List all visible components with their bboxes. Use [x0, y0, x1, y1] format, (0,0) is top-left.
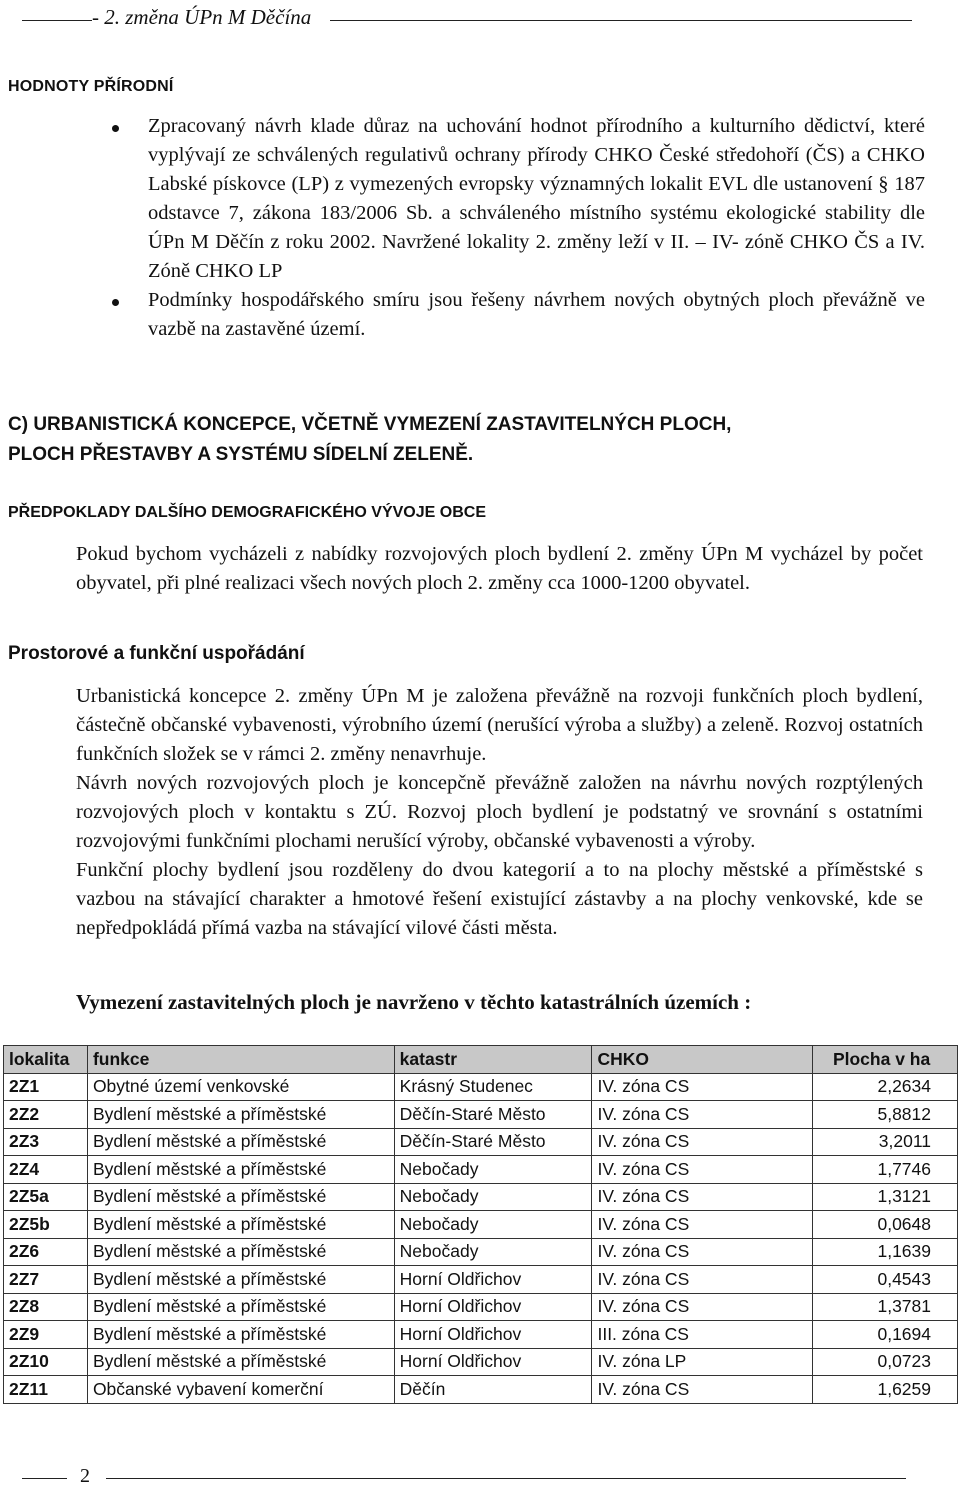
- header-rule-left: [22, 20, 92, 21]
- table-cell: 0,1694: [812, 1321, 957, 1349]
- table-cell: III. zóna CS: [592, 1321, 812, 1349]
- table-cell: Bydlení městské a příměstské: [87, 1293, 394, 1321]
- areas-heading: Vymezení zastavitelných ploch je navrženo v těchto katastrálních územích :: [76, 990, 752, 1014]
- list-item: Podmínky hospodářského smíru jsou řešeny návrhem nových obytných ploch převážně ve vazbě na zastavěné území.: [110, 286, 925, 344]
- table-cell: Obytné území venkovské: [87, 1073, 394, 1101]
- table-cell: 2Z5a: [4, 1183, 88, 1211]
- table-cell: 2Z7: [4, 1266, 88, 1294]
- table-cell: 1,6259: [812, 1376, 957, 1404]
- table-cell: 0,4543: [812, 1266, 957, 1294]
- table-row: [4, 1266, 958, 1294]
- column-header: funkce: [87, 1046, 394, 1074]
- demography-paragraph: [76, 540, 923, 598]
- header-title: - 2. změna ÚPn M Děčína: [92, 5, 312, 29]
- table-cell: IV. zóna CS: [592, 1238, 812, 1266]
- table-cell: Nebočady: [394, 1211, 592, 1239]
- table-cell: Nebočady: [394, 1238, 592, 1266]
- section-c-heading: [8, 410, 731, 470]
- table-cell: Bydlení městské a příměstské: [87, 1156, 394, 1184]
- table-cell: Nebočady: [394, 1156, 592, 1184]
- spatial-paragraph: Urbanistická koncepce 2. změny ÚPn M je založena převážně na rozvoji funkčních ploch bydlení, částečně občanské vybavenosti, výrobního území (nerušící výroba a služby) a zeleně. Rozvoj ostatních funkčních složek se v rámci 2. změny nenavrhuje.: [76, 685, 923, 765]
- table-cell: Krásný Studenec: [394, 1073, 592, 1101]
- table-row: [4, 1376, 958, 1404]
- column-header: Plocha v ha: [812, 1046, 957, 1074]
- table-row: [4, 1211, 958, 1239]
- table-cell: 2Z1: [4, 1073, 88, 1101]
- table-header-row: [4, 1046, 958, 1074]
- table-cell: 2Z4: [4, 1156, 88, 1184]
- table-cell: IV. zóna CS: [592, 1183, 812, 1211]
- table-cell: Bydlení městské a příměstské: [87, 1211, 394, 1239]
- footer-rule-left: [22, 1478, 67, 1479]
- column-header: katastr: [394, 1046, 592, 1074]
- table-cell: Děčín-Staré Město: [394, 1128, 592, 1156]
- table-cell: Horní Oldřichov: [394, 1293, 592, 1321]
- table-cell: Bydlení městské a příměstské: [87, 1266, 394, 1294]
- spatial-heading: Prostorové a funkční uspořádání: [8, 643, 305, 664]
- table-cell: Nebočady: [394, 1183, 592, 1211]
- table-cell: IV. zóna CS: [592, 1128, 812, 1156]
- table-cell: 2Z2: [4, 1101, 88, 1129]
- table-cell: 2Z9: [4, 1321, 88, 1349]
- table-row: [4, 1128, 958, 1156]
- table-cell: 1,1639: [812, 1238, 957, 1266]
- table-cell: 2Z3: [4, 1128, 88, 1156]
- natural-values-list: [110, 112, 925, 344]
- table-cell: 2Z10: [4, 1348, 88, 1376]
- table-cell: Bydlení městské a příměstské: [87, 1238, 394, 1266]
- table-cell: 2Z11: [4, 1376, 88, 1404]
- list-item: Zpracovaný návrh klade důraz na uchování hodnot přírodního a kulturního dědictví, které vyplývají ze schválených regulativů ochrany přírody CHKO České středohoří (ČS) a CHKO Labské pískovce (LP) z vymezených evropsky významných lokalit EVL dle ustanovení § 187 odstavce 7, zákona 183/2006 Sb. a schváleného místního systému ekologické stability dle ÚPn M Děčín z roku 2002. Navržené lokality 2. změny leží v II. – IV- zóně CHKO ČS a IV. Zóně CHKO LP: [110, 112, 925, 286]
- table-cell: Bydlení městské a příměstské: [87, 1348, 394, 1376]
- page-footer: [0, 1462, 960, 1492]
- page-number: 2: [80, 1465, 90, 1487]
- page-header: [0, 2, 960, 32]
- header-rule-right: [330, 20, 912, 21]
- section-c-heading-line2: PLOCH PŘESTAVBY A SYSTÉMU SÍDELNÍ ZELENĚ.: [8, 444, 474, 465]
- table-cell: IV. zóna CS: [592, 1073, 812, 1101]
- table-row: [4, 1321, 958, 1349]
- table-cell: Bydlení městské a příměstské: [87, 1101, 394, 1129]
- table-row: [4, 1183, 958, 1211]
- table-cell: 1,7746: [812, 1156, 957, 1184]
- table-cell: Bydlení městské a příměstské: [87, 1128, 394, 1156]
- table-cell: Bydlení městské a příměstské: [87, 1321, 394, 1349]
- natural-values-heading: HODNOTY PŘÍRODNÍ: [8, 78, 174, 95]
- table-cell: 1,3781: [812, 1293, 957, 1321]
- table-cell: Bydlení městské a příměstské: [87, 1183, 394, 1211]
- table-row: [4, 1101, 958, 1129]
- table-body: [4, 1073, 958, 1403]
- table-cell: IV. zóna CS: [592, 1293, 812, 1321]
- table-cell: 5,8812: [812, 1101, 957, 1129]
- table-cell: Děčín: [394, 1376, 592, 1404]
- table-cell: IV. zóna LP: [592, 1348, 812, 1376]
- table-cell: IV. zóna CS: [592, 1266, 812, 1294]
- table-cell: 1,3121: [812, 1183, 957, 1211]
- table-cell: 0,0648: [812, 1211, 957, 1239]
- spatial-paragraph: Funkční plochy bydlení jsou rozděleny do dvou kategorií a to na plochy městské a příměstské s vazbou na stávající charakter a hmotové řešení existující zástavby a na plochy venkovské, kde se nepředpokládá přímá vazba na stávající vilové části města.: [76, 859, 923, 939]
- areas-table: [3, 1045, 958, 1404]
- table-cell: 2Z6: [4, 1238, 88, 1266]
- table-cell: Horní Oldřichov: [394, 1266, 592, 1294]
- table-row: [4, 1073, 958, 1101]
- table-cell: 2,2634: [812, 1073, 957, 1101]
- column-header: CHKO: [592, 1046, 812, 1074]
- spatial-paragraphs: [76, 682, 923, 943]
- table-row: [4, 1156, 958, 1184]
- table-row: [4, 1293, 958, 1321]
- table-cell: 2Z5b: [4, 1211, 88, 1239]
- table-cell: 3,2011: [812, 1128, 957, 1156]
- table-cell: Občanské vybavení komerční: [87, 1376, 394, 1404]
- table-cell: Horní Oldřichov: [394, 1321, 592, 1349]
- table-row: [4, 1238, 958, 1266]
- table-cell: IV. zóna CS: [592, 1101, 812, 1129]
- table-cell: Horní Oldřichov: [394, 1348, 592, 1376]
- demography-heading: PŘEDPOKLADY DALŠÍHO DEMOGRAFICKÉHO VÝVOJE OBCE: [8, 504, 486, 521]
- demography-text: Pokud bychom vycházeli z nabídky rozvojových ploch bydlení 2. změny ÚPn M vycházel by počet obyvatel, při plné realizaci všech nových ploch 2. změny cca 1000-1200 obyvatel.: [76, 543, 923, 594]
- spatial-paragraph: Návrh nových rozvojových ploch je koncepčně převážně založen na návrhu nových rozptýlených rozvojových ploch v kontaktu s ZÚ. Rozvoj ploch bydlení je podstatný ve srovnání s ostatními rozvojovými funkčními plochami nerušící výroby, občanské vybavenosti a výroby.: [76, 772, 923, 852]
- column-header: lokalita: [4, 1046, 88, 1074]
- table-row: [4, 1348, 958, 1376]
- section-c-heading-line1: C) URBANISTICKÁ KONCEPCE, VČETNĚ VYMEZENÍ ZASTAVITELNÝCH PLOCH,: [8, 414, 732, 435]
- footer-rule-right: [106, 1478, 906, 1479]
- table-cell: IV. zóna CS: [592, 1156, 812, 1184]
- table-cell: IV. zóna CS: [592, 1211, 812, 1239]
- table-cell: 0,0723: [812, 1348, 957, 1376]
- table-cell: Děčín-Staré Město: [394, 1101, 592, 1129]
- table-cell: IV. zóna CS: [592, 1376, 812, 1404]
- table-cell: 2Z8: [4, 1293, 88, 1321]
